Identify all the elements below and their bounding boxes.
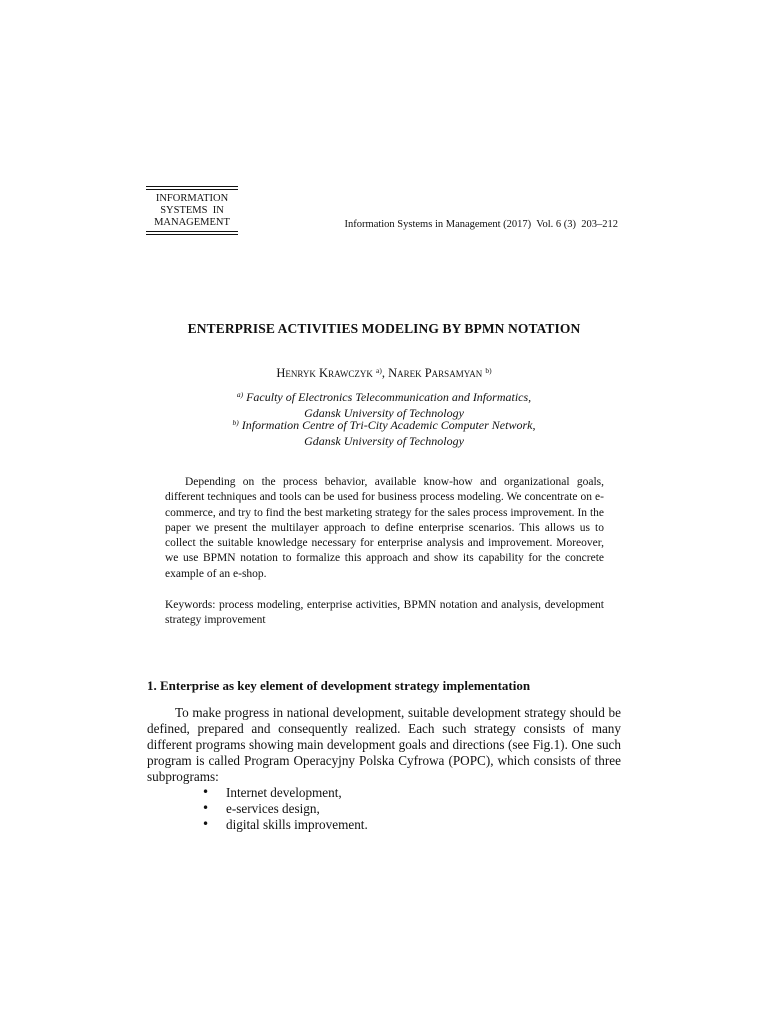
author-affiliation-mark: b)	[485, 366, 492, 375]
section-body	[147, 705, 621, 785]
author-list	[0, 366, 768, 381]
author-name: Henryk Krawczyk	[276, 366, 373, 380]
logo-line-2: SYSTEMS IN	[160, 205, 224, 216]
journal-citation: Information Systems in Management (2017) Vol. 6 (3) 203–212	[344, 219, 618, 230]
body-paragraph: To make progress in national development, suitable development strategy should be defined, prepared and consequently realized. Each such strategy consists of many different programs showing main development goals and directions (see Fig.1). One such program is called Program Operacyjny Polska Cyfrowa (POPC), which consists of three subprograms:	[147, 705, 621, 784]
logo-bottom-rule	[146, 231, 238, 235]
affiliation-university: Gdansk University of Technology	[304, 433, 464, 448]
affiliation-b	[0, 418, 768, 449]
subprogram-list	[200, 785, 368, 833]
author-separator: ,	[381, 366, 389, 380]
paper-title: ENTERPRISE ACTIVITIES MODELING BY BPMN NOTATION	[187, 321, 581, 336]
list-item: • Internet development,	[200, 785, 368, 801]
affiliation-mark: b)	[232, 418, 239, 427]
affiliation-line	[0, 390, 768, 406]
section-heading: 1. Enterprise as key element of development strategy implementation	[147, 678, 531, 693]
author-name: Narek Parsamyan	[388, 366, 483, 380]
abstract	[165, 475, 604, 582]
author-affiliation-mark: a)	[376, 366, 382, 375]
list-item: • e-services design,	[200, 801, 368, 817]
affiliation-centre: Information Centre of Tri-City Academic Computer Network,	[241, 418, 536, 432]
affiliation-line	[0, 418, 768, 434]
affiliation-a	[0, 390, 768, 421]
keywords: Keywords: process modeling, enterprise activities, BPMN notation and analysis, development strategy improvement	[165, 599, 604, 627]
logo-text	[146, 190, 238, 231]
logo-line-1: INFORMATION	[155, 193, 229, 204]
logo-line-3: MANAGEMENT	[154, 217, 230, 228]
abstract-text: Depending on the process behavior, available know-how and organizational goals, different techniques and tools can be used for business process modeling. We concentrate on e-commerce, and try to find the best marketing strategy for the sales process improvement. In the paper we present the multilayer approach to define enterprise scenarios. This allows us to collect the suitable knowledge necessary for enterprise analysis and improvement. Moreover, we use BPMN notation to formalize this approach and show its capability for the concrete example of an e-shop.	[165, 476, 604, 580]
journal-logo	[146, 186, 238, 235]
affiliation-university: Gdansk University of Technology	[304, 405, 464, 420]
affiliation-faculty: Faculty of Electronics Telecommunication and Informatics,	[246, 390, 532, 404]
list-item: • digital skills improvement.	[200, 817, 368, 833]
affiliation-mark: a)	[236, 390, 244, 399]
